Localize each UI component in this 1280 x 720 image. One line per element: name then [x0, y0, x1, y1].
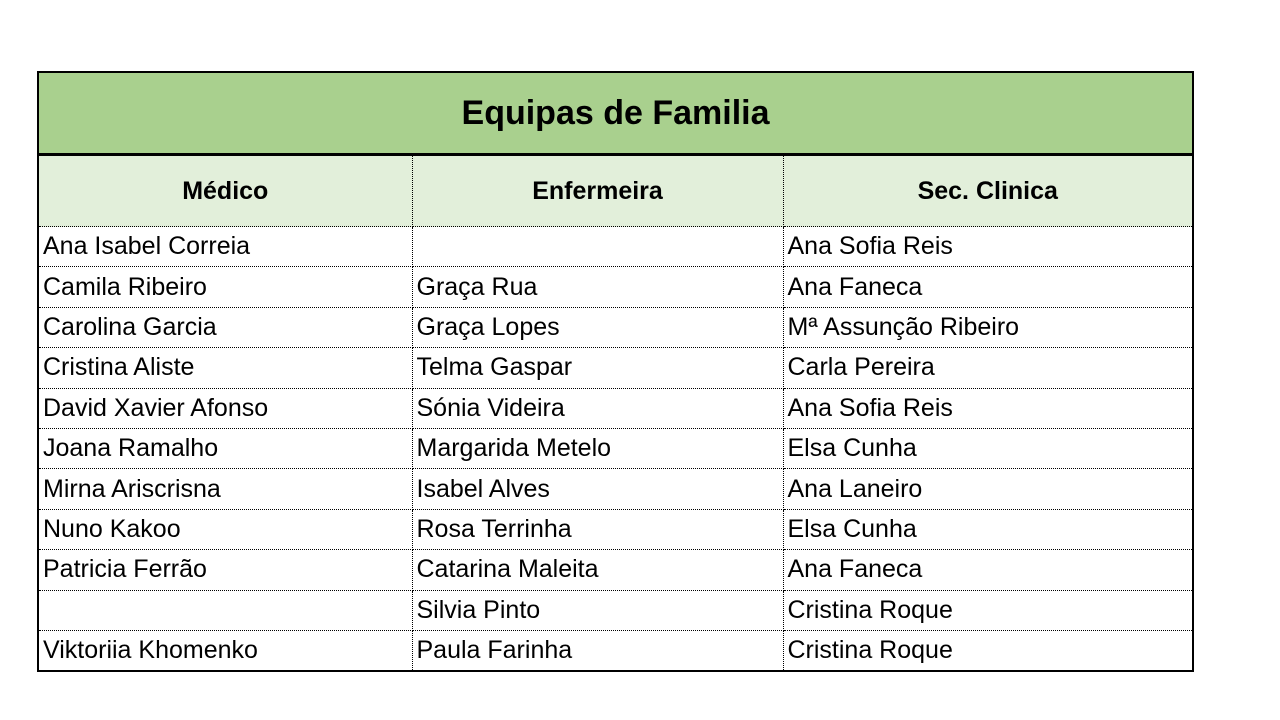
medico-cell[interactable]: Joana Ramalho	[39, 428, 412, 468]
table-row	[39, 469, 1192, 509]
medico-cell[interactable]	[39, 590, 412, 630]
table-row	[39, 348, 1192, 388]
sec-clinica-cell[interactable]: Elsa Cunha	[783, 509, 1192, 549]
sec-clinica-cell[interactable]: Ana Faneca	[783, 267, 1192, 307]
enfermeira-cell[interactable]: Paula Farinha	[412, 630, 783, 670]
medico-cell[interactable]: Ana Isabel Correia	[39, 227, 412, 267]
table-row	[39, 590, 1192, 630]
team-table-container	[37, 71, 1194, 672]
sec-clinica-cell[interactable]: Mª Assunção Ribeiro	[783, 307, 1192, 347]
sec-clinica-cell[interactable]: Ana Faneca	[783, 550, 1192, 590]
sec-clinica-cell[interactable]: Cristina Roque	[787, 636, 953, 665]
enfermeira-cell[interactable]: Isabel Alves	[412, 469, 783, 509]
medico-cell[interactable]: Patricia Ferrão	[39, 550, 412, 590]
table-row	[39, 388, 1192, 428]
enfermeira-cell[interactable]: Telma Gaspar	[412, 348, 783, 388]
table-row	[39, 267, 1192, 307]
medico-cell[interactable]: Camila Ribeiro	[39, 267, 412, 307]
table-row	[39, 630, 1192, 670]
column-header-sec-clinica: Sec. Clinica	[783, 155, 1192, 227]
sec-clinica-cell[interactable]: Ana Laneiro	[783, 469, 1192, 509]
header-row	[39, 155, 1192, 227]
table-body	[39, 227, 1192, 671]
medico-cell[interactable]: Viktoriia Khomenko	[39, 630, 412, 670]
table-row	[39, 509, 1192, 549]
sec-clinica-cell[interactable]: Ana Sofia Reis	[783, 388, 1192, 428]
medico-cell[interactable]: Mirna Ariscrisna	[39, 469, 412, 509]
table-title: Equipas de Familia	[39, 73, 1192, 155]
table-row	[39, 550, 1192, 590]
column-header-enfermeira: Enfermeira	[412, 155, 783, 227]
enfermeira-cell[interactable]: Catarina Maleita	[412, 550, 783, 590]
title-row	[39, 73, 1192, 155]
column-header-medico: Médico	[39, 155, 412, 227]
medico-cell[interactable]: David Xavier Afonso	[39, 388, 412, 428]
enfermeira-cell[interactable]: Rosa Terrinha	[412, 509, 783, 549]
enfermeira-cell[interactable]: Graça Lopes	[412, 307, 783, 347]
enfermeira-cell[interactable]	[412, 227, 783, 267]
sec-clinica-cell[interactable]: Ana Sofia Reis	[783, 227, 1192, 267]
enfermeira-cell[interactable]: Margarida Metelo	[412, 428, 783, 468]
medico-cell[interactable]: Nuno Kakoo	[39, 509, 412, 549]
table-row	[39, 307, 1192, 347]
medico-cell[interactable]: Carolina Garcia	[39, 307, 412, 347]
medico-cell[interactable]: Cristina Aliste	[39, 348, 412, 388]
table-row	[39, 428, 1192, 468]
enfermeira-cell[interactable]: Sónia Videira	[412, 388, 783, 428]
sec-clinica-cell[interactable]: Carla Pereira	[783, 348, 1192, 388]
sec-clinica-cell[interactable]: Cristina Roque	[783, 590, 1192, 630]
table-row	[39, 227, 1192, 267]
team-table	[39, 73, 1192, 670]
enfermeira-cell[interactable]: Silvia Pinto	[412, 590, 783, 630]
enfermeira-cell[interactable]: Graça Rua	[412, 267, 783, 307]
sec-clinica-cell[interactable]: Elsa Cunha	[783, 428, 1192, 468]
